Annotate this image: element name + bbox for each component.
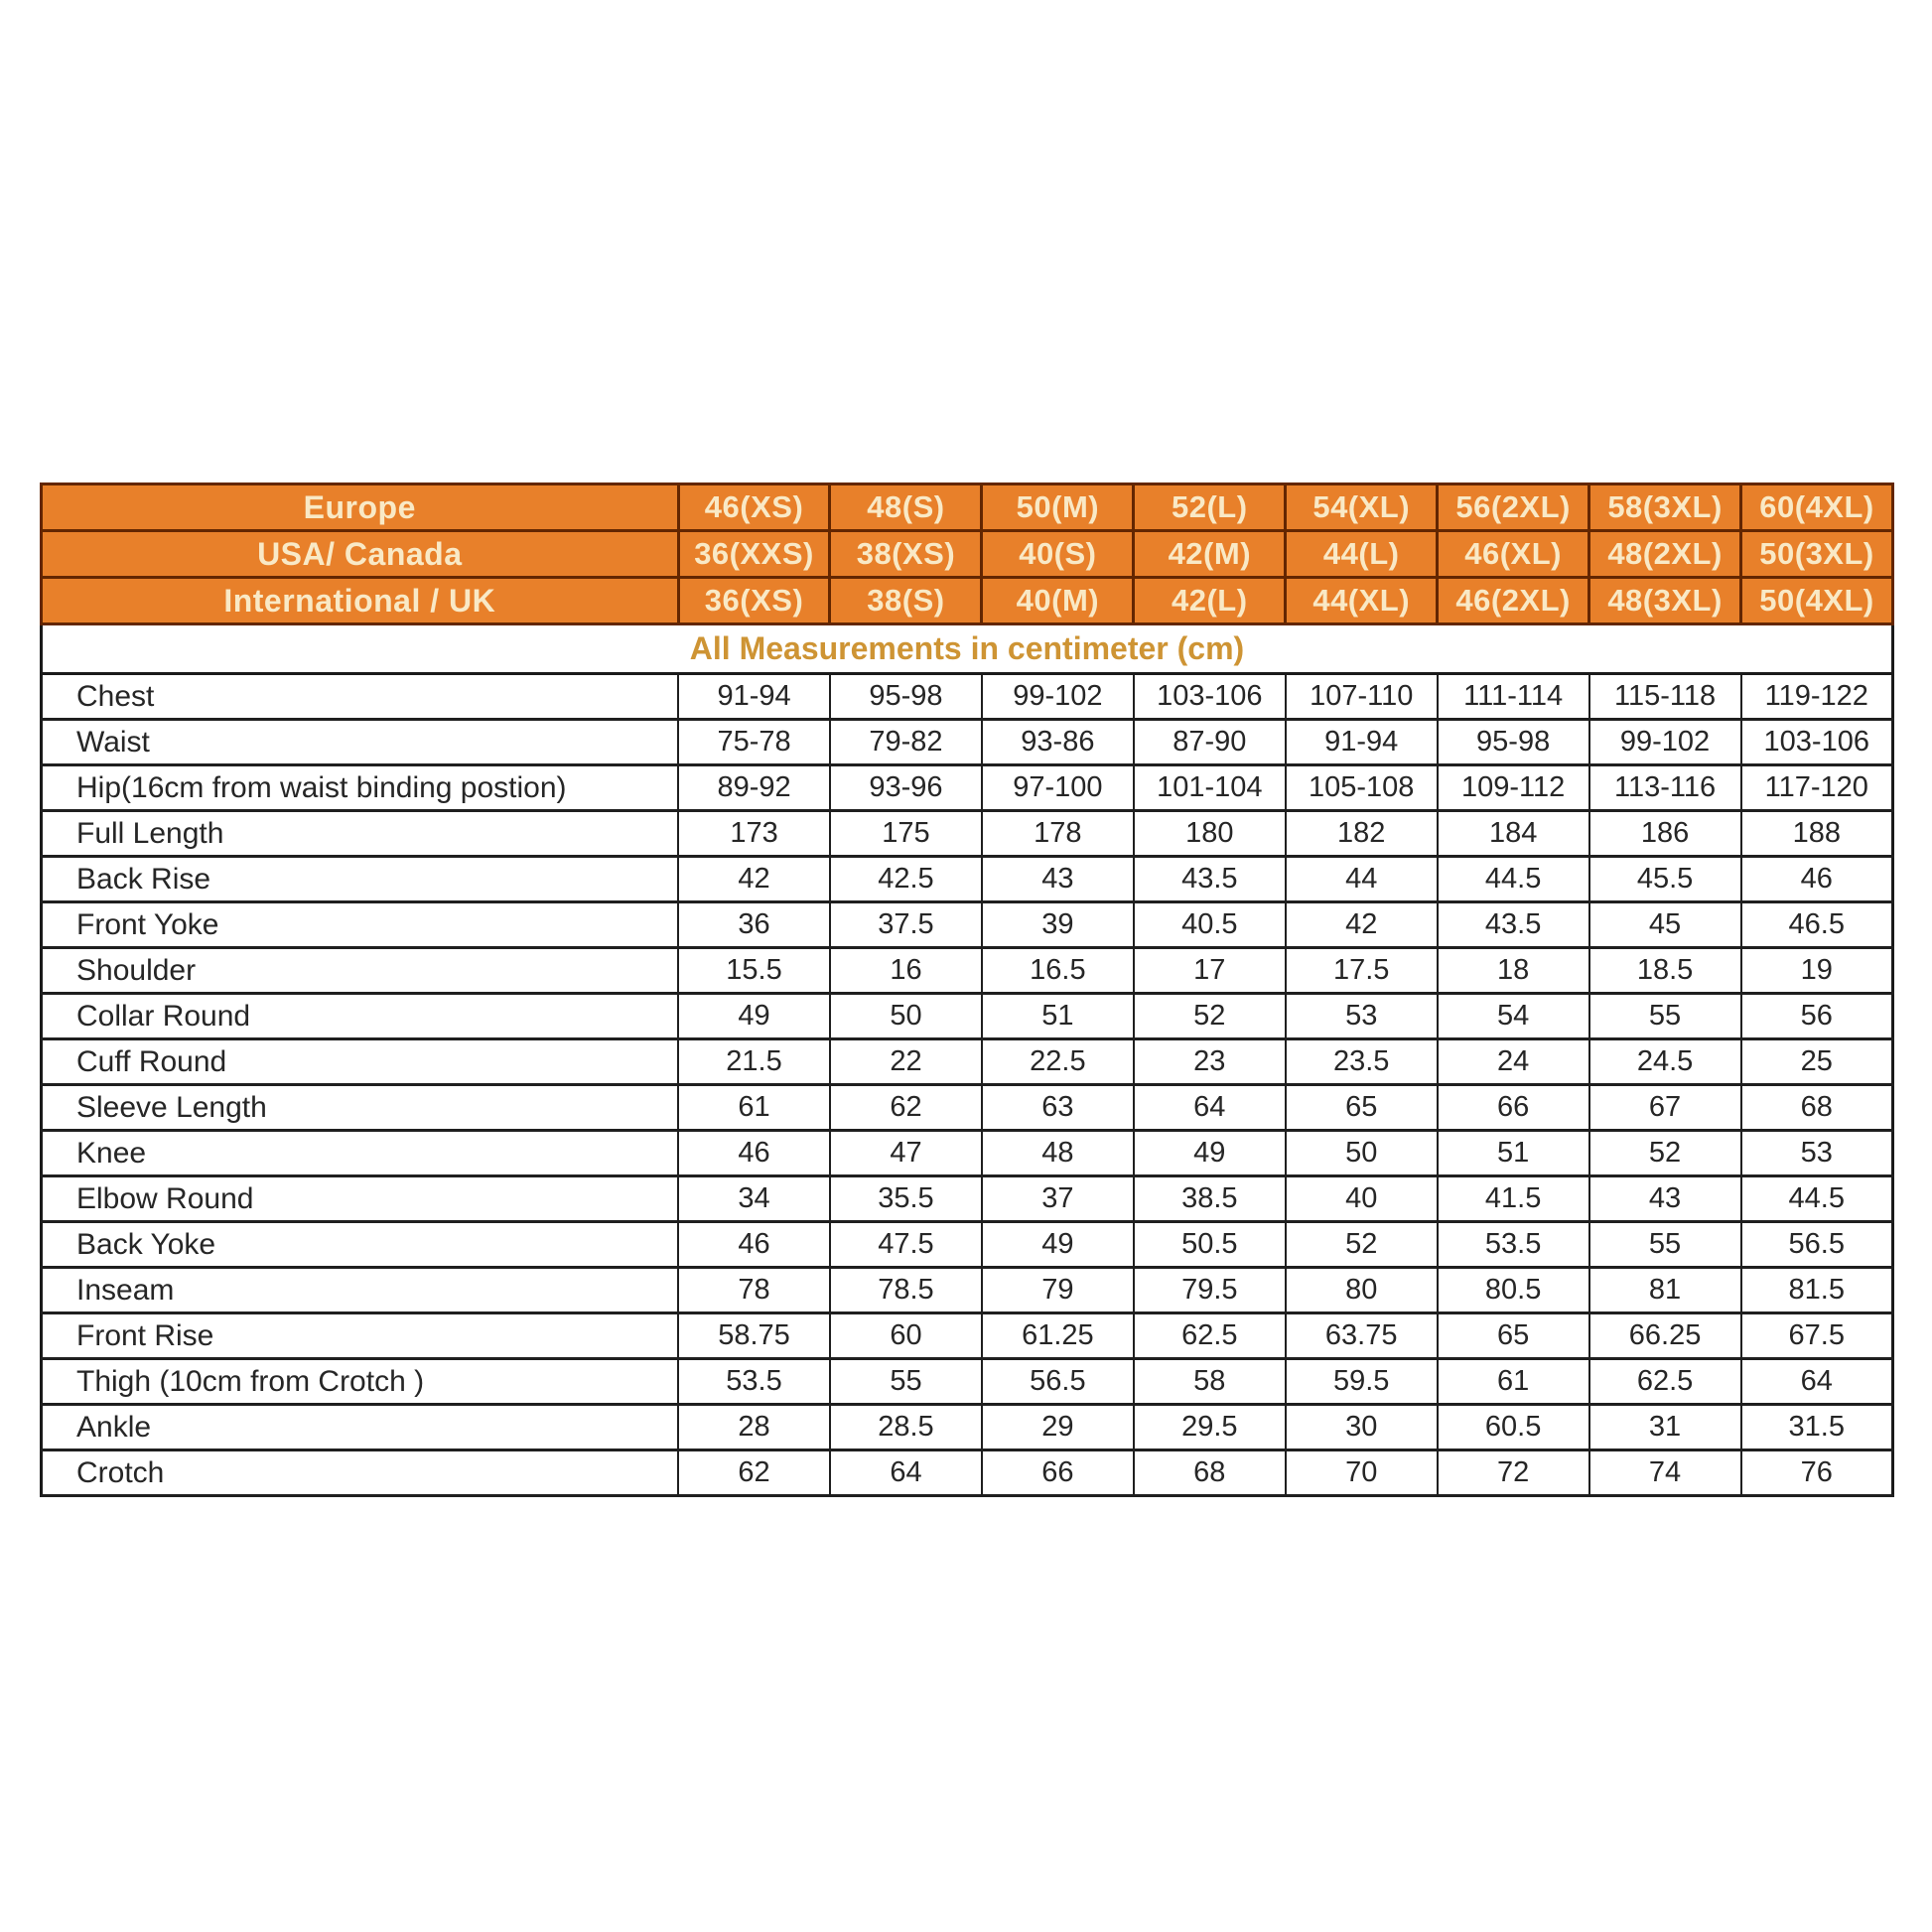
measurement-cell: 55	[1589, 994, 1741, 1039]
measurement-cell: 186	[1589, 811, 1741, 857]
measurement-cell: 42	[678, 857, 830, 902]
measurement-cell: 173	[678, 811, 830, 857]
measurement-cell: 64	[1741, 1359, 1893, 1405]
measurement-cell: 67	[1589, 1085, 1741, 1131]
measurement-cell: 18	[1438, 948, 1589, 994]
measurement-cell: 43	[1589, 1176, 1741, 1222]
measurement-cell: 188	[1741, 811, 1893, 857]
measurement-cell: 67.5	[1741, 1313, 1893, 1359]
measure-row-chest	[42, 674, 1893, 720]
measurement-cell: 50.5	[1134, 1222, 1286, 1268]
measurement-cell: 178	[982, 811, 1134, 857]
measurement-cell: 31.5	[1741, 1405, 1893, 1450]
measurement-cell: 68	[1741, 1085, 1893, 1131]
measure-row-collar-round	[42, 994, 1893, 1039]
measurement-cell: 44	[1286, 857, 1438, 902]
measurement-cell: 61	[1438, 1359, 1589, 1405]
measurement-cell: 43	[982, 857, 1134, 902]
measurement-cell: 65	[1286, 1085, 1438, 1131]
size-chart-body	[42, 484, 1893, 1496]
measurement-label: Full Length	[42, 811, 679, 857]
measurement-cell: 79	[982, 1268, 1134, 1313]
measurement-cell: 17.5	[1286, 948, 1438, 994]
measurement-cell: 182	[1286, 811, 1438, 857]
measurement-cell: 46	[1741, 857, 1893, 902]
measurement-cell: 60	[830, 1313, 982, 1359]
measurement-cell: 62.5	[1589, 1359, 1741, 1405]
measurement-cell: 28.5	[830, 1405, 982, 1450]
measurement-cell: 21.5	[678, 1039, 830, 1085]
size-cell: 36(XXS)	[678, 531, 830, 578]
measurement-cell: 25	[1741, 1039, 1893, 1085]
measurement-cell: 52	[1589, 1131, 1741, 1176]
measurement-cell: 119-122	[1741, 674, 1893, 720]
measurement-cell: 56	[1741, 994, 1893, 1039]
measure-row-front-yoke	[42, 902, 1893, 948]
measurement-cell: 62.5	[1134, 1313, 1286, 1359]
size-cell: 46(2XL)	[1438, 578, 1589, 624]
measurement-label: Waist	[42, 720, 679, 765]
measurement-cell: 66	[982, 1450, 1134, 1496]
measurement-cell: 80.5	[1438, 1268, 1589, 1313]
measurement-cell: 91-94	[678, 674, 830, 720]
measurement-cell: 46.5	[1741, 902, 1893, 948]
measurement-label: Cuff Round	[42, 1039, 679, 1085]
measurement-cell: 40	[1286, 1176, 1438, 1222]
measurement-cell: 16.5	[982, 948, 1134, 994]
measurement-label: Front Rise	[42, 1313, 679, 1359]
measurement-label: Back Rise	[42, 857, 679, 902]
measurement-cell: 53.5	[1438, 1222, 1589, 1268]
measurement-cell: 117-120	[1741, 765, 1893, 811]
size-cell: 42(L)	[1134, 578, 1286, 624]
size-system-label: Europe	[42, 484, 679, 531]
measurement-cell: 105-108	[1286, 765, 1438, 811]
measurement-cell: 36	[678, 902, 830, 948]
size-cell: 48(3XL)	[1589, 578, 1741, 624]
measurement-cell: 61.25	[982, 1313, 1134, 1359]
measurement-cell: 15.5	[678, 948, 830, 994]
measurement-cell: 44.5	[1438, 857, 1589, 902]
measurement-cell: 22.5	[982, 1039, 1134, 1085]
measurement-cell: 19	[1741, 948, 1893, 994]
measure-row-shoulder	[42, 948, 1893, 994]
measurement-cell: 23	[1134, 1039, 1286, 1085]
size-chart-table	[40, 483, 1894, 1497]
size-chart	[40, 483, 1894, 1497]
measurement-cell: 16	[830, 948, 982, 994]
measurement-label: Crotch	[42, 1450, 679, 1496]
measurement-cell: 52	[1286, 1222, 1438, 1268]
measurement-cell: 103-106	[1134, 674, 1286, 720]
measurement-cell: 30	[1286, 1405, 1438, 1450]
measurement-cell: 99-102	[1589, 720, 1741, 765]
measurement-cell: 49	[1134, 1131, 1286, 1176]
measurement-label: Back Yoke	[42, 1222, 679, 1268]
measurement-cell: 180	[1134, 811, 1286, 857]
measurement-cell: 78.5	[830, 1268, 982, 1313]
measure-row-back-yoke	[42, 1222, 1893, 1268]
measurement-label: Knee	[42, 1131, 679, 1176]
measurement-cell: 111-114	[1438, 674, 1589, 720]
measurements-unit-note: All Measurements in centimeter (cm)	[42, 624, 1893, 674]
measurement-label: Chest	[42, 674, 679, 720]
size-cell: 44(L)	[1286, 531, 1438, 578]
measurement-cell: 72	[1438, 1450, 1589, 1496]
size-cell: 58(3XL)	[1589, 484, 1741, 531]
measurement-cell: 68	[1134, 1450, 1286, 1496]
measurement-cell: 56.5	[982, 1359, 1134, 1405]
measurement-cell: 66	[1438, 1085, 1589, 1131]
measure-row-waist	[42, 720, 1893, 765]
measure-row-hip-16cm-from-waist-binding-postion	[42, 765, 1893, 811]
size-cell: 46(XS)	[678, 484, 830, 531]
measurement-cell: 24	[1438, 1039, 1589, 1085]
measurement-label: Inseam	[42, 1268, 679, 1313]
measure-row-crotch	[42, 1450, 1893, 1496]
measurement-cell: 87-90	[1134, 720, 1286, 765]
measurement-cell: 65	[1438, 1313, 1589, 1359]
measure-row-ankle	[42, 1405, 1893, 1450]
size-cell: 46(XL)	[1438, 531, 1589, 578]
measurement-cell: 52	[1134, 994, 1286, 1039]
measurement-cell: 38.5	[1134, 1176, 1286, 1222]
size-system-label: International / UK	[42, 578, 679, 624]
size-cell: 48(S)	[830, 484, 982, 531]
measurement-cell: 79-82	[830, 720, 982, 765]
measurement-cell: 31	[1589, 1405, 1741, 1450]
measurement-cell: 80	[1286, 1268, 1438, 1313]
measurement-cell: 184	[1438, 811, 1589, 857]
measure-row-knee	[42, 1131, 1893, 1176]
measurement-cell: 53	[1741, 1131, 1893, 1176]
measurement-cell: 50	[830, 994, 982, 1039]
measurement-cell: 89-92	[678, 765, 830, 811]
measurement-cell: 45	[1589, 902, 1741, 948]
measurement-cell: 42.5	[830, 857, 982, 902]
measurement-cell: 45.5	[1589, 857, 1741, 902]
measurement-cell: 39	[982, 902, 1134, 948]
measurement-cell: 48	[982, 1131, 1134, 1176]
measurement-cell: 40.5	[1134, 902, 1286, 948]
measurement-cell: 42	[1286, 902, 1438, 948]
measurement-cell: 56.5	[1741, 1222, 1893, 1268]
measurement-label: Hip(16cm from waist binding postion)	[42, 765, 679, 811]
measurement-cell: 97-100	[982, 765, 1134, 811]
measurement-cell: 55	[830, 1359, 982, 1405]
measurement-cell: 43.5	[1134, 857, 1286, 902]
measurement-cell: 53	[1286, 994, 1438, 1039]
measurement-cell: 81.5	[1741, 1268, 1893, 1313]
size-cell: 50(3XL)	[1741, 531, 1893, 578]
measure-row-cuff-round	[42, 1039, 1893, 1085]
size-cell: 50(M)	[982, 484, 1134, 531]
measurement-cell: 79.5	[1134, 1268, 1286, 1313]
measurement-cell: 24.5	[1589, 1039, 1741, 1085]
size-cell: 38(XS)	[830, 531, 982, 578]
measurement-cell: 101-104	[1134, 765, 1286, 811]
measurement-cell: 95-98	[1438, 720, 1589, 765]
measurement-cell: 60.5	[1438, 1405, 1589, 1450]
measurement-cell: 43.5	[1438, 902, 1589, 948]
measurement-label: Thigh (10cm from Crotch )	[42, 1359, 679, 1405]
measure-row-inseam	[42, 1268, 1893, 1313]
measurement-label: Shoulder	[42, 948, 679, 994]
measurement-cell: 59.5	[1286, 1359, 1438, 1405]
measurement-label: Ankle	[42, 1405, 679, 1450]
size-cell: 44(XL)	[1286, 578, 1438, 624]
size-row-international-uk	[42, 578, 1893, 624]
measurement-cell: 46	[678, 1131, 830, 1176]
measurement-cell: 17	[1134, 948, 1286, 994]
measurement-cell: 81	[1589, 1268, 1741, 1313]
measurement-cell: 47.5	[830, 1222, 982, 1268]
measurement-cell: 64	[830, 1450, 982, 1496]
size-row-usa-canada	[42, 531, 1893, 578]
size-cell: 60(4XL)	[1741, 484, 1893, 531]
measure-row-sleeve-length	[42, 1085, 1893, 1131]
measurement-label: Collar Round	[42, 994, 679, 1039]
measurement-cell: 28	[678, 1405, 830, 1450]
size-cell: 52(L)	[1134, 484, 1286, 531]
measurement-cell: 29.5	[1134, 1405, 1286, 1450]
measurement-cell: 18.5	[1589, 948, 1741, 994]
measurement-cell: 22	[830, 1039, 982, 1085]
measurement-label: Sleeve Length	[42, 1085, 679, 1131]
measurement-cell: 49	[678, 994, 830, 1039]
measurement-cell: 62	[678, 1450, 830, 1496]
measurement-cell: 107-110	[1286, 674, 1438, 720]
measurement-label: Elbow Round	[42, 1176, 679, 1222]
measurement-cell: 50	[1286, 1131, 1438, 1176]
measurement-cell: 35.5	[830, 1176, 982, 1222]
measurement-cell: 175	[830, 811, 982, 857]
measurement-cell: 64	[1134, 1085, 1286, 1131]
measurement-cell: 99-102	[982, 674, 1134, 720]
measurement-cell: 34	[678, 1176, 830, 1222]
size-cell: 38(S)	[830, 578, 982, 624]
measurement-cell: 58	[1134, 1359, 1286, 1405]
measurement-cell: 61	[678, 1085, 830, 1131]
measurement-cell: 93-86	[982, 720, 1134, 765]
measurement-cell: 37.5	[830, 902, 982, 948]
size-cell: 36(XS)	[678, 578, 830, 624]
measurement-cell: 51	[982, 994, 1134, 1039]
size-cell: 42(M)	[1134, 531, 1286, 578]
measurement-cell: 53.5	[678, 1359, 830, 1405]
measurement-cell: 78	[678, 1268, 830, 1313]
measurement-cell: 55	[1589, 1222, 1741, 1268]
size-cell: 40(S)	[982, 531, 1134, 578]
size-cell: 48(2XL)	[1589, 531, 1741, 578]
measure-row-front-rise	[42, 1313, 1893, 1359]
size-system-label: USA/ Canada	[42, 531, 679, 578]
measurement-cell: 62	[830, 1085, 982, 1131]
measurement-cell: 29	[982, 1405, 1134, 1450]
measurement-cell: 70	[1286, 1450, 1438, 1496]
measurement-cell: 91-94	[1286, 720, 1438, 765]
measurement-cell: 76	[1741, 1450, 1893, 1496]
size-row-europe	[42, 484, 1893, 531]
measurement-cell: 41.5	[1438, 1176, 1589, 1222]
measurement-cell: 66.25	[1589, 1313, 1741, 1359]
measurement-cell: 103-106	[1741, 720, 1893, 765]
subtitle-row	[42, 624, 1893, 674]
measurement-cell: 44.5	[1741, 1176, 1893, 1222]
measure-row-full-length	[42, 811, 1893, 857]
measurement-cell: 58.75	[678, 1313, 830, 1359]
measurement-cell: 37	[982, 1176, 1134, 1222]
measurement-cell: 23.5	[1286, 1039, 1438, 1085]
measurement-cell: 75-78	[678, 720, 830, 765]
measurement-cell: 113-116	[1589, 765, 1741, 811]
measurement-cell: 63.75	[1286, 1313, 1438, 1359]
size-cell: 56(2XL)	[1438, 484, 1589, 531]
size-cell: 40(M)	[982, 578, 1134, 624]
measurement-cell: 63	[982, 1085, 1134, 1131]
measurement-cell: 95-98	[830, 674, 982, 720]
measure-row-thigh-10cm-from-crotch	[42, 1359, 1893, 1405]
measurement-cell: 54	[1438, 994, 1589, 1039]
measurement-cell: 115-118	[1589, 674, 1741, 720]
measurement-cell: 51	[1438, 1131, 1589, 1176]
measurement-label: Front Yoke	[42, 902, 679, 948]
measure-row-back-rise	[42, 857, 1893, 902]
measurement-cell: 93-96	[830, 765, 982, 811]
size-cell: 50(4XL)	[1741, 578, 1893, 624]
measure-row-elbow-round	[42, 1176, 1893, 1222]
measurement-cell: 109-112	[1438, 765, 1589, 811]
measurement-cell: 74	[1589, 1450, 1741, 1496]
measurement-cell: 46	[678, 1222, 830, 1268]
size-cell: 54(XL)	[1286, 484, 1438, 531]
measurement-cell: 49	[982, 1222, 1134, 1268]
measurement-cell: 47	[830, 1131, 982, 1176]
